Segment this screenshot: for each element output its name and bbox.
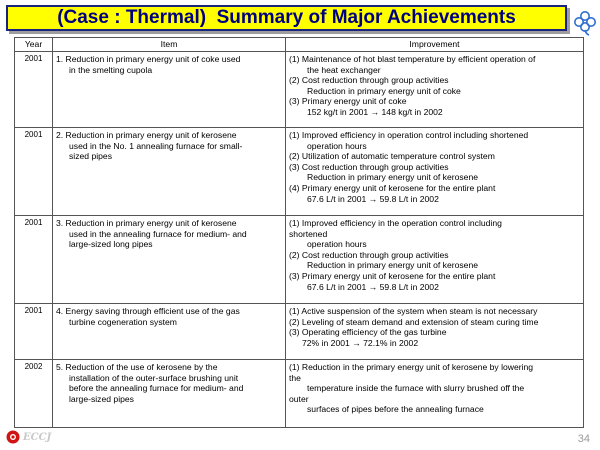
table-row (15, 128, 584, 216)
table-row (15, 216, 584, 304)
eccj-logo (6, 430, 51, 444)
page-number: 34 (577, 433, 590, 445)
row-improvement: (1) Active suspension of the system when steam is not necessary (2) Leveling of steam demand and extension of steam curing time (3) Operating efficiency of the gas turbine 72% in 2001 → 72.1% in 2002 (286, 304, 584, 360)
row-improvement: (1) Reduction in the primary energy unit of kerosene by lowering the temperature inside the furnace with slurry brushed off the outer surfaces of pipes before the annealing furnace (286, 360, 584, 428)
row-item: 1. Reduction in primary energy unit of coke used in the smelting cupola (53, 52, 286, 128)
achievements-table (14, 37, 584, 428)
row-improvement: (1) Maintenance of hot blast temperature by efficient operation of the heat exchanger (2) Cost reduction through group activities Reduction in primary energy unit of coke (3) Primary energy unit of coke 152 kg/t in 2001 → 148 kg/t in 2002 (286, 52, 584, 128)
header-improvement: Improvement (286, 38, 584, 52)
row-year: 2002 (15, 360, 53, 428)
header-item: Item (53, 38, 286, 52)
table-row (15, 52, 584, 128)
row-item: 5. Reduction of the use of kerosene by the installation of the outer-surface brushing unit before the annealing furnace for medium- and large-sized pipes (53, 360, 286, 428)
table-row (15, 304, 584, 360)
row-item: 2. Reduction in primary energy unit of kerosene used in the No. 1 annealing furnace for small- sized pipes (53, 128, 286, 216)
header-year: Year (15, 38, 53, 52)
table-header-row (15, 38, 584, 52)
row-year: 2001 (15, 216, 53, 304)
row-year: 2001 (15, 304, 53, 360)
row-year: 2001 (15, 52, 53, 128)
clover-logo-icon (573, 10, 597, 36)
row-item: 3. Reduction in primary energy unit of kerosene used in the annealing furnace for medium- and large-sized long pipes (53, 216, 286, 304)
eccj-logo-text: ECCJ (23, 431, 52, 443)
table-row (15, 360, 584, 428)
slide-title: (Case : Thermal) Summary of Major Achievements (6, 5, 567, 31)
row-improvement: (1) Improved efficiency in operation control including shortened operation hours (2) Utilization of automatic temperature control system (3) Cost reduction through group activities Reduction in primary energy unit of kerosene (4) Primary energy unit of kerosene for the entire plant 67.6 L/t in 2001 → 59.8 L/t in 2002 (286, 128, 584, 216)
eccj-sun-icon (6, 430, 20, 444)
row-year: 2001 (15, 128, 53, 216)
row-item: 4. Energy saving through efficient use of the gas turbine cogeneration system (53, 304, 286, 360)
row-improvement: (1) Improved efficiency in the operation control including shortened operation hours (2) Cost reduction through group activities Reduction in primary energy unit of kerosene (3) Primary energy unit of kerosene for the entire plant 67.6 L/t in 2001 → 59.8 L/t in 2002 (286, 216, 584, 304)
